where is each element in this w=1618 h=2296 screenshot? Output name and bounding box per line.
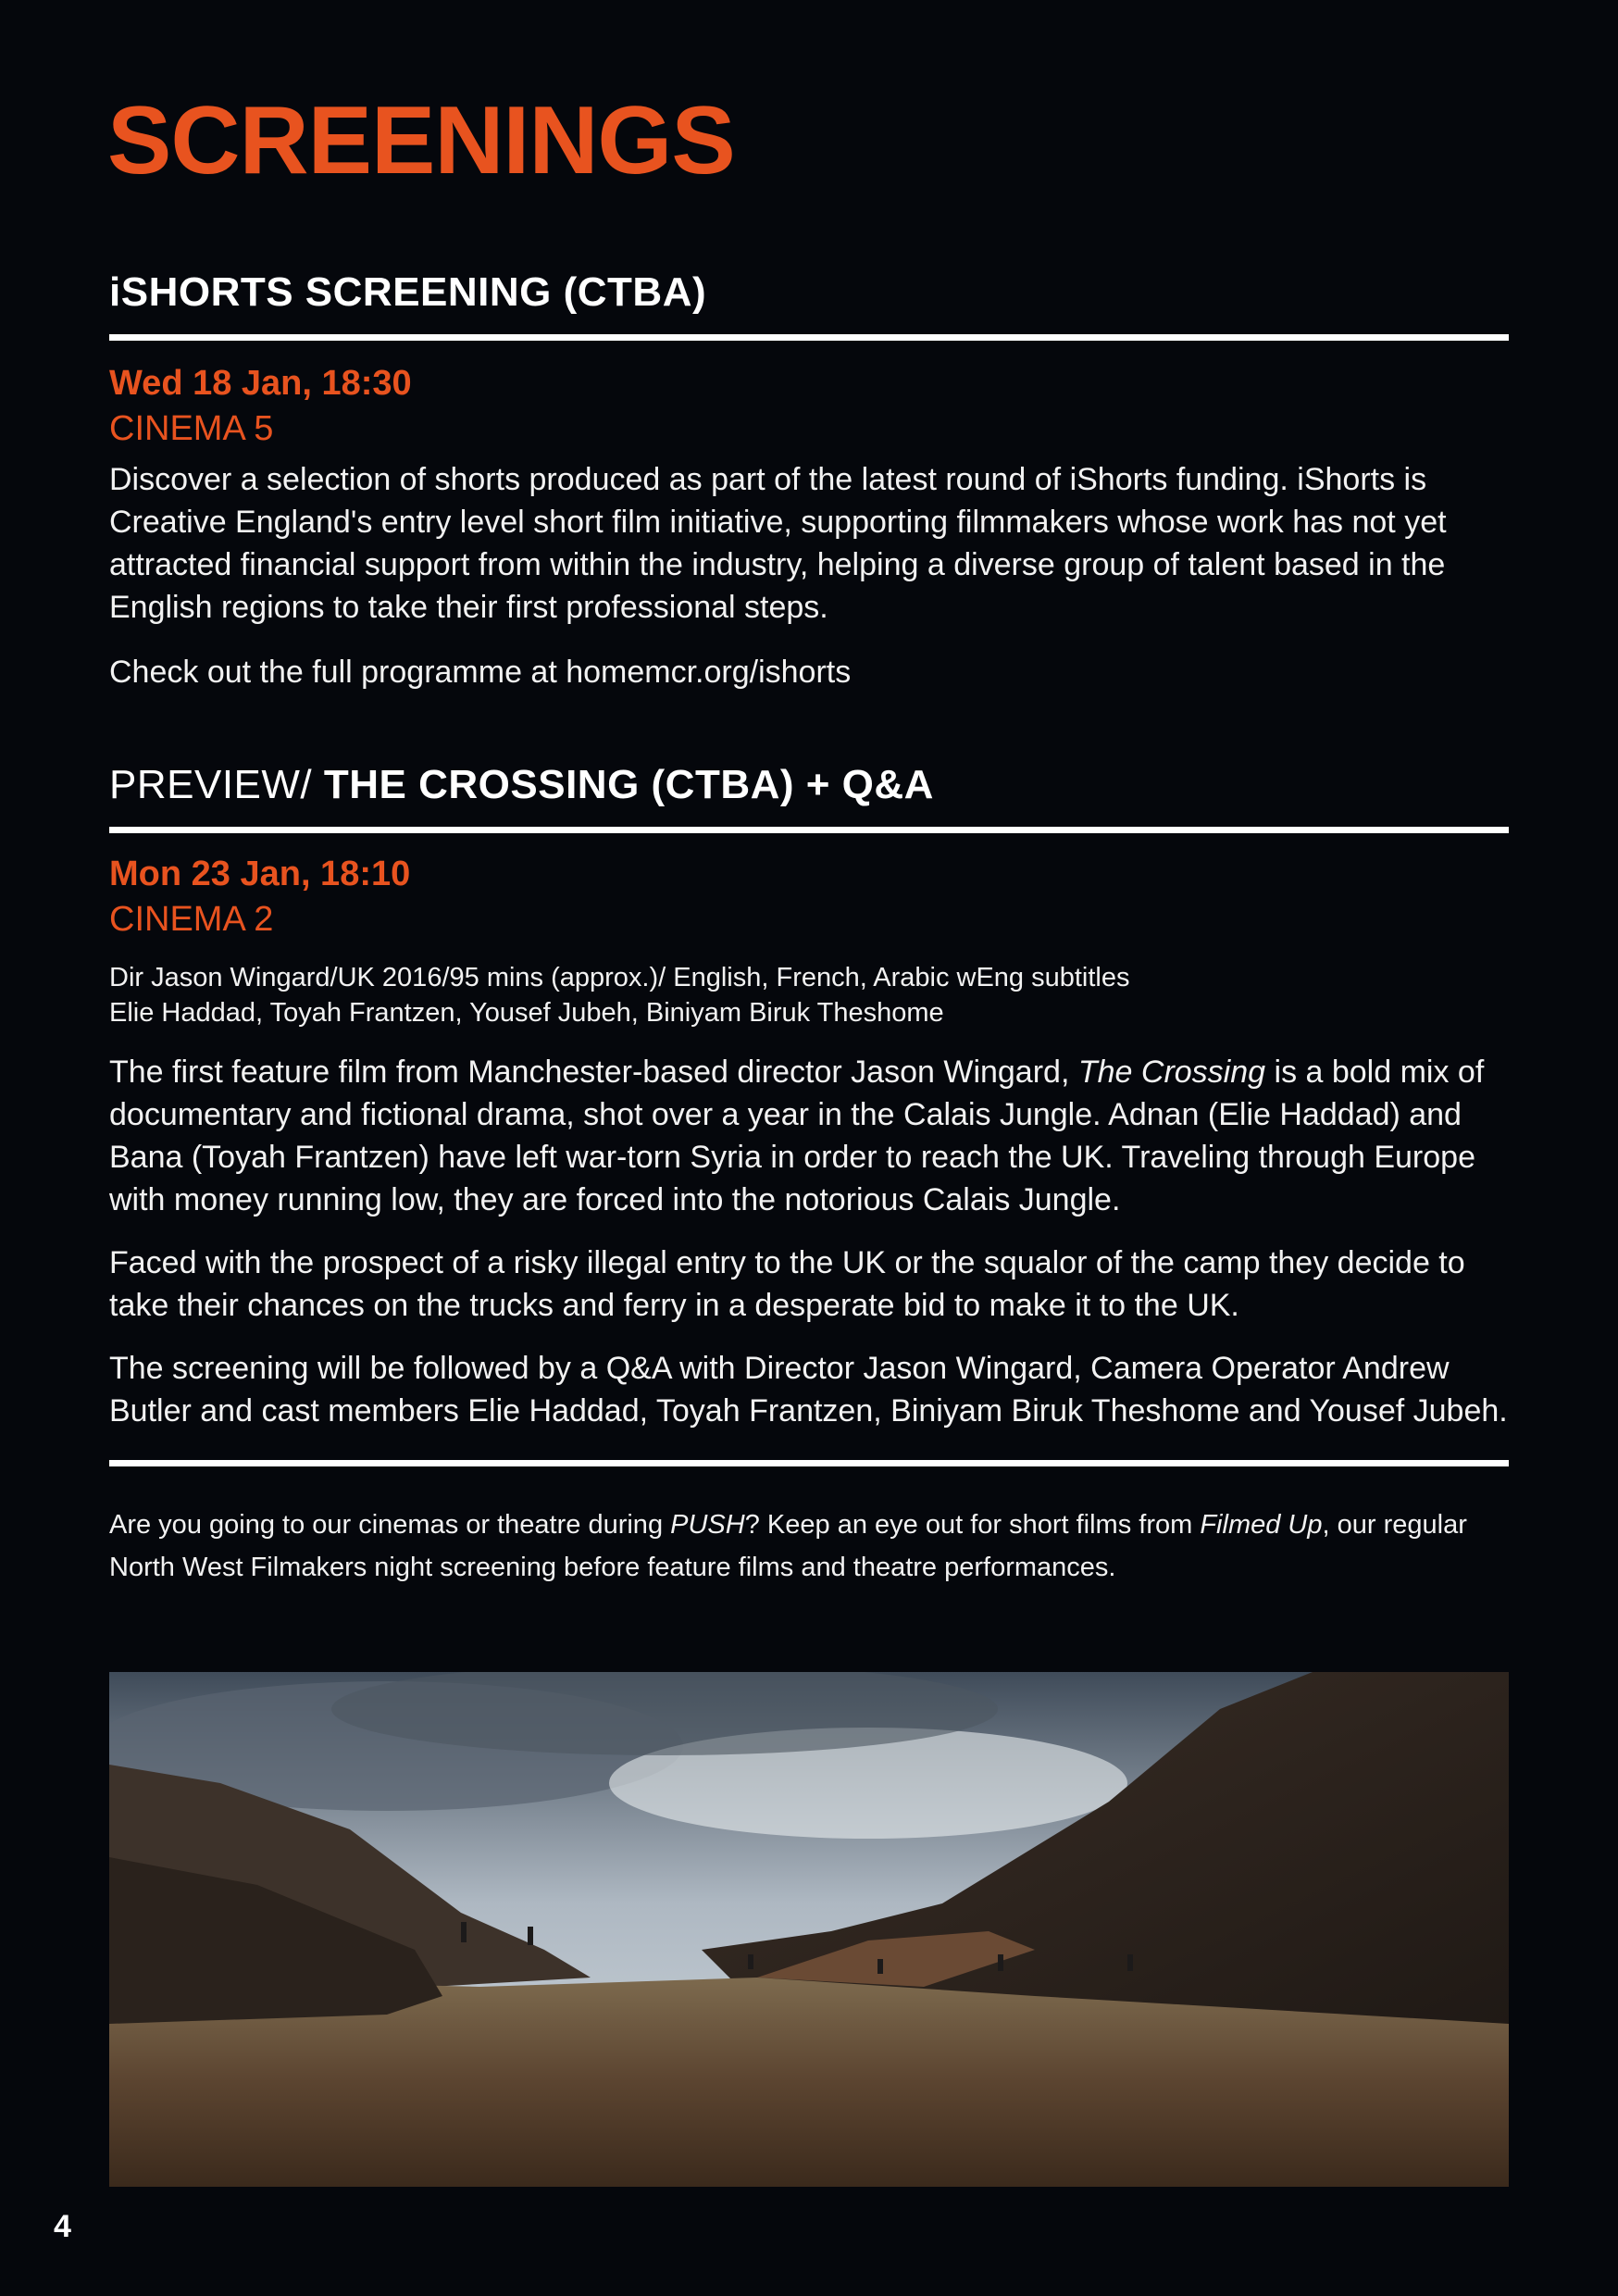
crossing-description: [109, 1051, 1509, 1221]
note-text: ? Keep an eye out for short films from: [744, 1509, 1201, 1540]
preview-label: PREVIEW/: [109, 762, 324, 807]
film-still-image: [109, 1672, 1509, 2187]
page-title: SCREENINGS: [107, 87, 735, 194]
filmed-up-note: [109, 1504, 1509, 1589]
figure: [1127, 1954, 1133, 1971]
crossing-venue: CINEMA 2: [109, 900, 274, 940]
note-text: Are you going to our cinemas or theatre during: [109, 1509, 671, 1540]
ishorts-venue: CINEMA 5: [109, 409, 274, 449]
heading-rule: [109, 827, 1509, 833]
figure: [461, 1922, 467, 1942]
ishorts-section: [109, 268, 1509, 693]
figure: [998, 1954, 1003, 1971]
crossing-description-text: is a bold mix of documentary and fictional drama, shot over a year in the Calais Jungle. Adnan (Elie Haddad) and Bana (Toyah Frantzen) have left war-torn Syria in order to reach the UK. Traveling through Europe with money running low, they are forced into the notorious Calais Jungle.: [109, 1054, 1485, 1217]
crossing-section: [109, 761, 1509, 1589]
crossing-heading: [109, 761, 1509, 810]
film-title-italic: The Crossing: [1077, 1054, 1266, 1090]
figure: [877, 1959, 883, 1974]
ishorts-date: Wed 18 Jan, 18:30: [109, 363, 412, 403]
page-number: 4: [54, 2209, 71, 2244]
crossing-credits-cast: Elie Haddad, Toyah Frantzen, Yousef Jubeh, Biniyam Biruk Theshome: [109, 997, 944, 1028]
crossing-description-text: The first feature film from Manchester-based director Jason Wingard,: [109, 1054, 1078, 1090]
heading-rule: [109, 334, 1509, 341]
crossing-paragraph-3: The screening will be followed by a Q&A with Director Jason Wingard, Camera Operator Andrew Butler and cast members Elie Haddad, Toyah Frantzen, Biniyam Biruk Theshome and Yousef Jubeh.: [109, 1350, 1508, 1429]
ishorts-heading: iSHORTS SCREENING (CTBA): [109, 269, 707, 315]
figure: [748, 1954, 753, 1969]
mountain-valley-illustration: [109, 1672, 1509, 2187]
ishorts-description: Discover a selection of shorts produced as part of the latest round of iShorts funding. iShorts is Creative England's entry level short film initiative, supporting filmmakers whose work has not yet attracted financial support from within the industry, helping a diverse group of talent based in the English regions to take their first professional steps.: [109, 461, 1447, 625]
push-italic: PUSH: [670, 1509, 745, 1540]
crossing-paragraph-2: Faced with the prospect of a risky illegal entry to the UK or the squalor of the camp they decide to take their chances on the trucks and ferry in a desperate bid to make it to the UK.: [109, 1244, 1465, 1323]
crossing-title: THE CROSSING (CTBA) + Q&A: [323, 762, 934, 807]
ishorts-programme-link: Check out the full programme at homemcr.org/ishorts: [109, 654, 852, 690]
crossing-credits-director: Dir Jason Wingard/UK 2016/95 mins (approx.)/ English, French, Arabic wEng subtitles: [109, 962, 1130, 992]
crossing-date: Mon 23 Jan, 18:10: [109, 854, 411, 893]
figure: [528, 1927, 533, 1945]
note-text: , our regular North West Filmakers night screening before feature films and theatre performances.: [109, 1509, 1467, 1582]
filmed-up-italic: Filmed Up: [1200, 1509, 1323, 1540]
section-end-rule: [109, 1460, 1509, 1466]
